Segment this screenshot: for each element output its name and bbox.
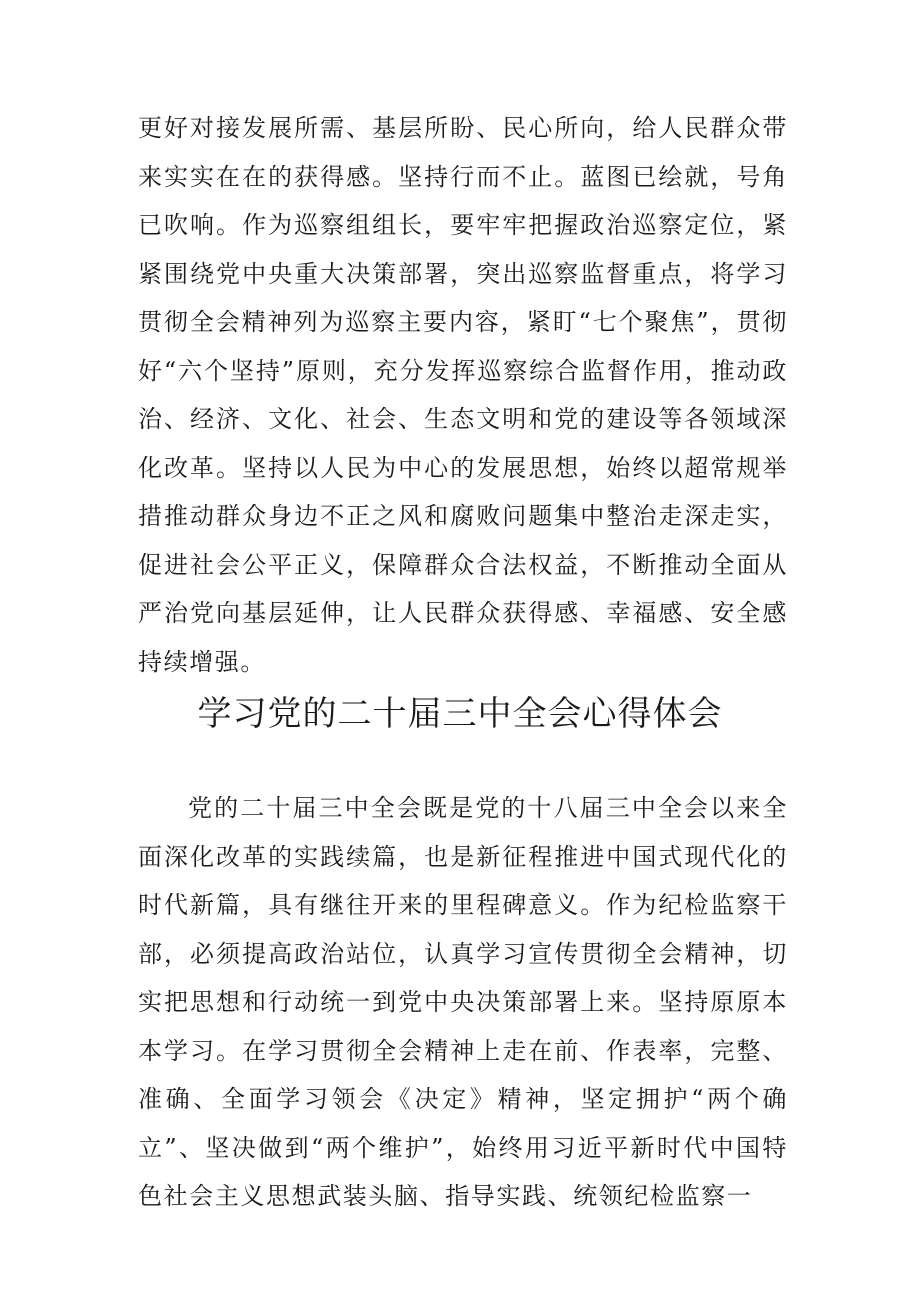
body-paragraph-continued: 更好对接发展所需、基层所盼、民心所向，给人民群众带来实实在在的获得感。坚持行而不止。蓝图已绘就，号角已吹响。作为巡察组组长，要牢牢把握政治巡察定位，紧紧围绕党中央重大决策部署，突出巡察监督重点，将学习贯彻全会精神列为巡察主要内容，紧盯“七个聚焦”，贯彻好“六个坚持”原则，充分发挥巡察综合监督作用，推动政治、经济、文化、社会、生态文明和党的建设等各领域深化改革。坚持以人民为中心的发展思想，始终以超常规举措推动群众身边不正之风和腐败问题集中整治走深走实，促进社会公平正义，保障群众合法权益，不断推动全面从严治党向基层延伸，让人民群众获得感、幸福感、安全感持续增强。 — [138, 114, 788, 676]
body-paragraph-intro: 党的二十届三中全会既是党的十八届三中全会以来全面深化改革的实践续篇，也是新征程推进中国式现代化的时代新篇，具有继往开来的里程碑意义。作为纪检监察干部，必须提高政治站位，认真学习宣传贯彻全会精神，切实把思想和行动统一到党中央决策部署上来。坚持原原本本学习。在学习贯彻全会精神上走在前、作表率，完整、准确、全面学习领会《决定》精神，坚定拥护“两个确立”、坚决做到“两个维护”，始终用习近平新时代中国特色社会主义思想武装头脑、指导实践、统领纪检监察一 — [138, 794, 788, 1210]
article-title: 学习党的二十届三中全会心得体会 — [197, 694, 723, 734]
